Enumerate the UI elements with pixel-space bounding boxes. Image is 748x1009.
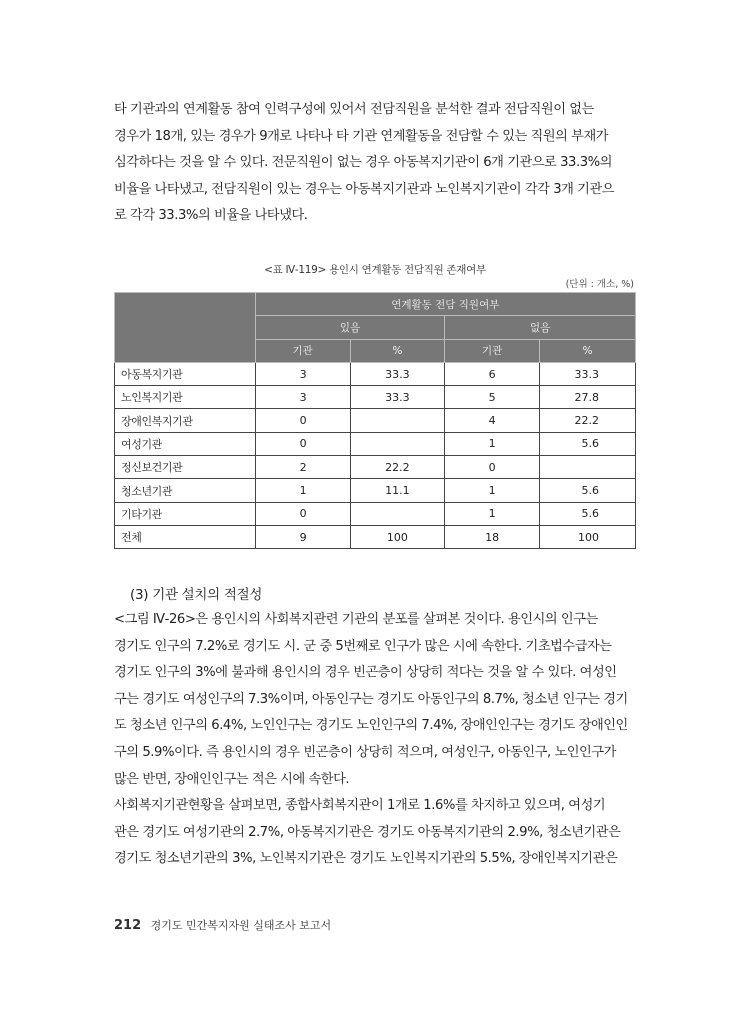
table-subheader: 기관 [445, 339, 540, 362]
cell-value: 0 [255, 502, 350, 525]
table-subheader: % [350, 339, 445, 362]
cell-value [350, 409, 445, 432]
text-line: 구는 경기도 여성인구의 7.3%이며, 아동인구는 경기도 아동인구의 8.7%, 청소년 인구는 경기 [114, 691, 628, 707]
paragraph-facility-adequacy [114, 607, 636, 873]
row-label: 여성기관 [115, 432, 256, 455]
cell-value: 0 [445, 456, 540, 479]
table-subheader: 기관 [255, 339, 350, 362]
cell-value: 1 [445, 479, 540, 502]
cell-value [350, 502, 445, 525]
text-line: 타 기관과의 연계활동 참여 인력구성에 있어서 전담직원을 분석한 결과 전담직원이 없는 [114, 102, 594, 117]
cell-value: 33.3 [350, 386, 445, 409]
text-line: 경우가 18개, 있는 경우가 9개로 나타나 타 기관 연계활동을 전담할 수 있는 직원의 부재가 [114, 128, 609, 144]
row-label: 정신보건기관 [115, 456, 256, 479]
cell-value: 1 [445, 432, 540, 455]
page-footer [114, 917, 331, 933]
text-line: 경기도 인구의 7.2%로 경기도 시. 군 중 5번째로 인구가 많은 시에 속한다. 기초법수급자는 [114, 638, 612, 654]
table-row [115, 362, 636, 385]
row-label: 장애인복지기관 [115, 409, 256, 432]
cell-value: 0 [255, 432, 350, 455]
cell-value: 1 [255, 479, 350, 502]
page-number: 212 [114, 918, 142, 933]
cell-value: 0 [255, 409, 350, 432]
table-row [115, 502, 636, 525]
text-line: 사회복지기관현황을 살펴보면, 종합사회복지관이 1개로 1.6%를 차지하고 있으며, 여성기 [114, 798, 606, 814]
row-label: 청소년기관 [115, 479, 256, 502]
row-label: 노인복지기관 [115, 386, 256, 409]
cell-value: 5.6 [540, 432, 636, 455]
cell-value: 18 [445, 525, 540, 548]
text-line: 심각하다는 것을 알 수 있다. 전문직원이 없는 경우 아동복지기관이 6개 기관으로 33.3%의 [114, 155, 613, 171]
cell-value: 9 [255, 525, 350, 548]
table-row [115, 479, 636, 502]
cell-value: 3 [255, 362, 350, 385]
cell-value: 2 [255, 456, 350, 479]
table-row [115, 456, 636, 479]
paragraph-staff-analysis [114, 97, 636, 230]
table-row [115, 432, 636, 455]
text-line: 경기도 인구의 3%에 불과해 용인시의 경우 빈곤층이 상당히 적다는 것을 알 수 있다. 여성인 [114, 665, 617, 681]
cell-value [350, 432, 445, 455]
cell-value: 27.8 [540, 386, 636, 409]
cell-value: 6 [445, 362, 540, 385]
text-line: 비율을 나타냈고, 전담직원이 있는 경우는 아동복지기관과 노인복지기관이 각각 3개 기관으 [114, 181, 615, 197]
cell-value: 4 [445, 409, 540, 432]
dedicated-staff-table [114, 292, 636, 549]
cell-value: 100 [350, 525, 445, 548]
cell-value: 33.3 [540, 362, 636, 385]
cell-value: 5.6 [540, 502, 636, 525]
text-line: 경기도 청소년기관의 3%, 노인복지기관은 경기도 노인복지기관의 5.5%, 장애인복지기관은 [114, 851, 618, 867]
text-line: 로 각각 33.3%의 비율을 나타냈다. [114, 208, 308, 224]
cell-value [540, 456, 636, 479]
cell-value: 5 [445, 386, 540, 409]
row-label: 기타기관 [115, 502, 256, 525]
text-line: 도 청소년 인구의 6.4%, 노인인구는 경기도 노인인구의 7.4%, 장애인인구는 경기도 장애인인 [114, 718, 628, 734]
report-title: 경기도 민간복지자원 실태조사 보고서 [150, 919, 332, 932]
text-line: 관은 경기도 여성기관의 2.7%, 아동복지기관은 경기도 아동복지기관의 2.9%, 청소년기관은 [114, 824, 621, 840]
table-row-total [115, 525, 636, 548]
table-row [115, 409, 636, 432]
cell-value: 3 [255, 386, 350, 409]
row-label: 아동복지기관 [115, 362, 256, 385]
table-corner-cell [115, 293, 256, 363]
cell-value: 22.2 [350, 456, 445, 479]
cell-value: 11.1 [350, 479, 445, 502]
text-line: 많은 반면, 장애인인구는 적은 시에 속한다. [114, 771, 350, 787]
table-row [115, 386, 636, 409]
cell-value: 5.6 [540, 479, 636, 502]
table-subheader: % [540, 339, 636, 362]
cell-value: 22.2 [540, 409, 636, 432]
cell-value: 33.3 [350, 362, 445, 385]
section-heading: (3) 기관 설치의 적절성 [130, 587, 263, 603]
table-unit: (단위 : 개소, %) [565, 279, 634, 290]
table-header-yes: 있음 [255, 316, 445, 339]
cell-value: 100 [540, 525, 636, 548]
text-line: <그림 Ⅳ-26>은 용인시의 사회복지관련 기관의 분포를 살펴본 것이다. 용인시의 인구는 [114, 612, 598, 627]
cell-value: 1 [445, 502, 540, 525]
text-line: 구의 5.9%이다. 즉 용인시의 경우 빈곤층이 상당히 적으며, 여성인구, 아동인구, 노인인구가 [114, 744, 616, 760]
table-header-top: 연계활동 전담 직원여부 [255, 293, 635, 316]
table-header-no: 없음 [445, 316, 636, 339]
table-caption: <표 Ⅳ-119> 용인시 연계활동 전담직원 존재여부 [264, 264, 486, 276]
row-label: 전체 [115, 525, 256, 548]
